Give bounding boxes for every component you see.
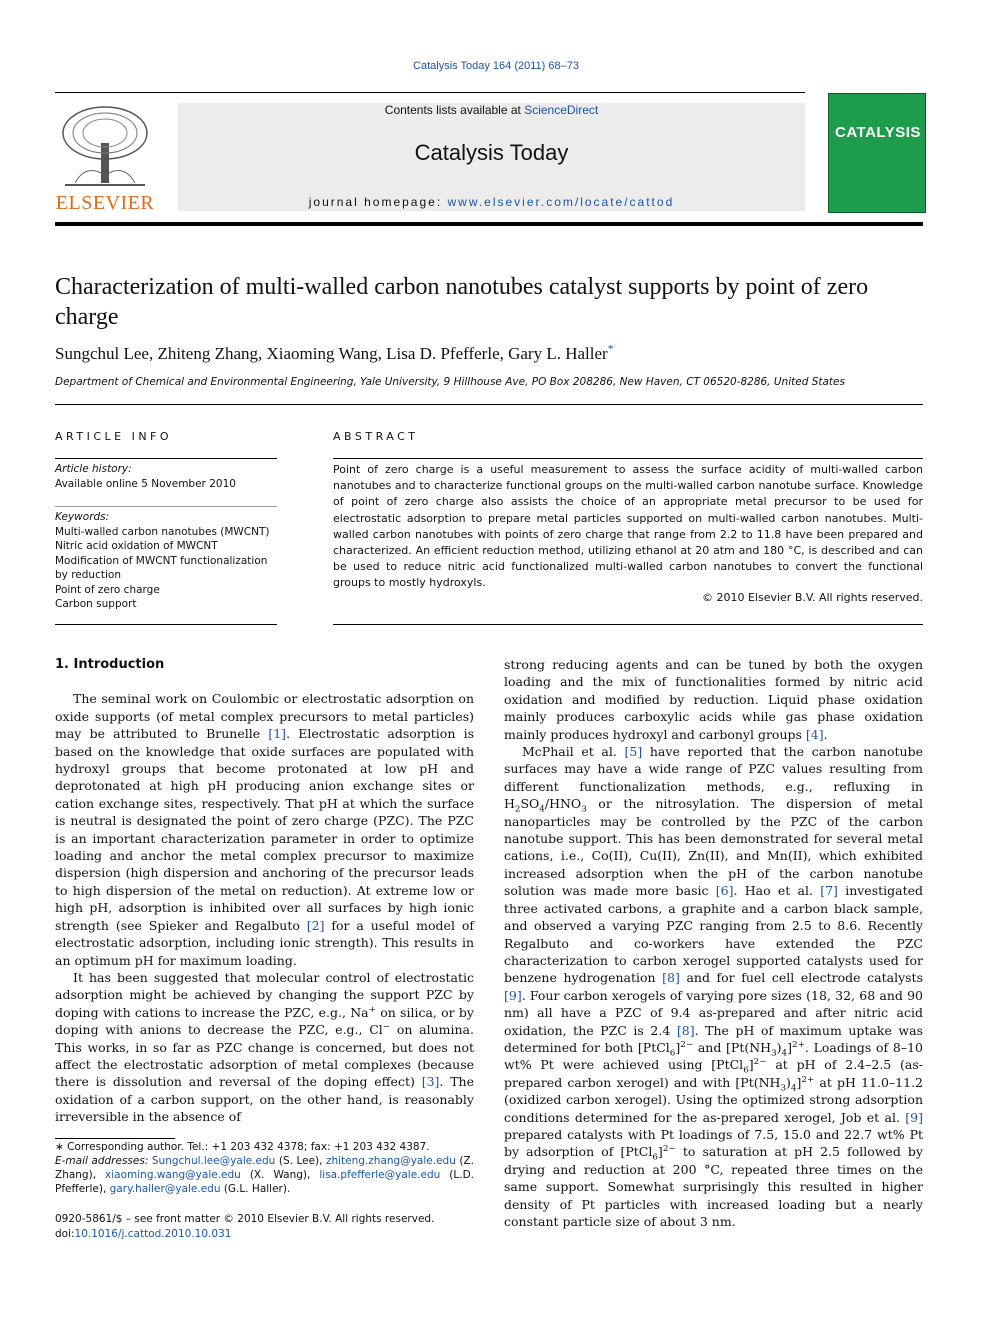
email-link[interactable]: zhiteng.zhang@yale.edu (325, 1155, 456, 1167)
article-info-heading: ARTICLE INFO (55, 430, 173, 443)
subscript: 2 (514, 804, 521, 815)
text: (Z. Zhang), (55, 1155, 474, 1181)
email-link[interactable]: xiaoming.wang@yale.edu (105, 1169, 241, 1181)
history-rule (55, 506, 277, 507)
email-link[interactable]: Sungchul.lee@yale.edu (151, 1155, 276, 1167)
subscript: 3 (581, 804, 587, 815)
text: McPhail et al. (522, 744, 625, 760)
article-history (55, 462, 277, 491)
corresponding-mark[interactable]: * (607, 341, 614, 356)
text: strong reducing agents and can be tuned by both the oxygen loading and the mix of functionalities formed by nitric acid oxidation and modified by reduction. Liquid phase oxidation mainly produces carboxylic acids while gas phase oxidation mainly produces hydroxyl and carbonyl groups (504, 657, 923, 742)
citation-link[interactable]: [9] (905, 1109, 923, 1125)
text: at pH of 2.4–2.5 (as-prepared carbon xerogel) and with [Pt(NH (504, 1057, 923, 1090)
citation-link[interactable]: [7] (820, 883, 838, 899)
homepage-line (178, 195, 805, 209)
superscript: 2− (662, 1144, 676, 1155)
abstract-bottom-rule (333, 624, 923, 625)
author-list (55, 341, 923, 364)
keyword-item: Multi-walled carbon nanotubes (MWCNT) (55, 525, 270, 538)
affiliation: Department of Chemical and Environmental Engineering, Yale University, 9 Hillhouse Ave, PO Box 208286, New Haven, CT 06520-8286, United States (55, 376, 845, 388)
text: on silica, or by doping with anions to decrease the PZC, e.g., Cl (55, 1004, 474, 1038)
article-title: Characterization of multi-walled carbon nanotubes catalyst supports by point of zero charge (55, 274, 869, 330)
text: . Loadings of 8–10 wt% Pt were achieved using [PtCl (504, 1039, 923, 1073)
text: . (823, 726, 828, 742)
text: and for fuel cell electrode catalysts (679, 970, 923, 986)
text: and [Pt(NH (693, 1039, 772, 1055)
body-column-left (55, 656, 474, 1126)
text: (G.L. Haller). (220, 1183, 291, 1195)
subscript: 3 (771, 1048, 777, 1059)
footnotes (55, 1140, 474, 1196)
elsevier-wordmark: ELSEVIER (55, 192, 155, 214)
text: . Four carbon xerogels of varying pore sizes (18, 32, 68 and 90 nm) all have a PZC of 9.4 as-prepared and after nitric acid oxidation, the PZC is 2.4 (504, 987, 923, 1038)
body-column-right (504, 656, 923, 1230)
keywords-block (55, 510, 277, 612)
citation-link[interactable]: [5] (624, 744, 643, 760)
citation-link[interactable]: [2] (306, 917, 325, 933)
doi-line (55, 1227, 474, 1242)
superscript: 2− (680, 1039, 694, 1050)
subscript: 4 (790, 1083, 797, 1094)
text: at pH 11.0–11.2 (oxidized carbon xerogel). Using the optimized strong adsorption conditions determined for the as-prepared xerogel, Job et al. (504, 1074, 923, 1125)
keyword-item: Carbon support (55, 598, 137, 610)
subscript: 4 (539, 804, 545, 815)
text: ] (675, 1039, 681, 1055)
email-label: E-mail addresses: (55, 1155, 152, 1167)
cover-title: CATALYSIS (835, 124, 921, 141)
text: . The pH of maximum uptake was determined for both [PtCl (504, 1022, 923, 1055)
journal-citation[interactable]: Catalysis Today 164 (2011) 68–73 (413, 60, 579, 72)
citation-link[interactable]: [9] (504, 987, 522, 1003)
history-value: Available online 5 November 2010 (55, 477, 236, 490)
keyword-item: Point of zero charge (55, 583, 160, 596)
masthead-box (178, 103, 805, 211)
text: The seminal work on Coulombic or electrostatic adsorption on oxide supports (of metal complex precursors to metal particles) may be attributed to Brunelle (55, 691, 474, 742)
text: It has been suggested that molecular control of electrostatic adsorption might be achieved by changing the support PZC by doping with cations to increase the PZC, e.g., Na (55, 969, 474, 1020)
text: investigated three activated carbons, a graphite and a carbon black sample, and observed a varying PZC ranging from 2.5 to 8.6. Recently Regalbuto and co-workers have extended the PZC characterization to carbon xerogel supported catalysts used for benzene hydrogenation (504, 883, 924, 986)
paragraph (504, 743, 923, 1230)
text: or the nitrosylation. The dispersion of metal nanoparticles may be controlled by the PZC of the carbon nanotube support. This has been demonstrated for several metal cations, i.e., Co(II), Cu(II), Zn(II), and Mn(II), which exhibited increased adsorption when the pH of the carbon nanotube solution was made more basic (504, 796, 923, 899)
doi-prefix: doi: (55, 1227, 75, 1240)
citation-link[interactable]: [3] (421, 1074, 440, 1090)
text: on alumina. This works, in so far as PZC change is concerned, but does not affect the electrostatic adsorption of metal complexes (because there is dissolution and reversal of the doping effect) (55, 1022, 474, 1090)
homepage-link[interactable]: www.elsevier.com/locate/cattod (447, 195, 675, 209)
superscript: 2− (753, 1057, 767, 1068)
text: ) (786, 1074, 791, 1090)
citation-link[interactable]: [6] (715, 883, 734, 899)
copyright-notice: © 2010 Elsevier B.V. All rights reserved. (701, 591, 923, 604)
paragraph (55, 969, 474, 1126)
keyword-item: Nitric acid oxidation of MWCNT (55, 540, 218, 552)
paragraph (55, 690, 474, 969)
keyword-item: Modification of MWCNT functionalization by reduction (55, 554, 268, 581)
masthead-rule (55, 92, 805, 93)
sciencedirect-link[interactable]: ScienceDirect (524, 103, 599, 117)
article-info-rule (55, 458, 277, 459)
text: prepared catalysts with Pt loadings of 7.5, 15.0 and 22.7 wt% Pt by adsorption of [PtCl (504, 1126, 923, 1160)
text: (L.D. Pfefferle), (55, 1169, 475, 1195)
text: ] (657, 1144, 663, 1160)
text: ] (748, 1057, 754, 1073)
homepage-prefix: journal homepage: (308, 195, 448, 209)
paragraph (504, 656, 923, 743)
text: . Hao et al. (733, 883, 821, 899)
abstract-text: Point of zero charge is a useful measurement to assess the surface acidity of multi-walled carbon nanotubes and to characterize functional groups on the multi-walled carbon nanotube surface. Knowledge of point of zero charge also assists the choice of an appropriate metal precursor to be used for electrostatic adsorption to prepare metal particles supported on multi-walled carbon nanotubes. Multi-walled carbon nanotubes with points of zero charge that range from 2.2 to 11.8 have been prepared and characterized. An efficient reduction method, utilizing ethanol at 20 atm and 180 °C, is described and can be used to reduce nitric acid functionalized multi-walled carbon nanotubes to convert the functional groups to mostly hydroxyls. (333, 463, 923, 590)
contents-line (178, 103, 805, 117)
keywords-label: Keywords: (55, 511, 110, 523)
text: to saturation at pH 2.5 followed by drying and reduction at 200 °C, repeated three times on the same support. Somewhat surprisingly this resulted in higher density of Pt particles with increased loading but a nearly constant particle size of about 3 nm. (504, 1144, 923, 1229)
email-link[interactable]: gary.haller@yale.edu (109, 1183, 221, 1195)
subscript: 6 (669, 1048, 676, 1059)
citation-link[interactable]: [1] (268, 726, 287, 742)
text: /HNO (544, 796, 582, 812)
superscript: − (382, 1021, 391, 1032)
history-label: Article history: (55, 463, 132, 475)
text: . Electrostatic adsorption is based on the knowledge that oxide surfaces are populated with hydroxyl groups that become protonated at low pH and deprotonated at high pH producing anion exchange sites or cation exchange sites, respectively. That pH at which the surface is neutral is designated the point of zero charge (PZC). The PZC is an important characterization parameter in order to optimize loading and anchor the metal complex precursor to maximize dispersion (high dispersion and anchoring of the precursor leads to high dispersion of the metal on reduction). At extreme low or high pH, adsorption is inhibited over all surfaces by high ionic strength (see Spieker and Regalbuto (55, 726, 474, 933)
citation-link[interactable]: [4] (805, 726, 824, 742)
journal-title: Catalysis Today (414, 140, 569, 165)
contents-prefix: Contents lists available at (384, 103, 525, 117)
email-footnote (55, 1154, 474, 1196)
text: . The oxidation of a carbon support, on the other hand, is reasonably irreversible in the absence of (55, 1074, 474, 1125)
email-link[interactable]: lisa.pfefferle@yale.edu (319, 1169, 441, 1181)
journal-cover (828, 93, 926, 213)
footnote-rule (55, 1138, 175, 1139)
affiliation-rule (55, 404, 923, 405)
section-heading: 1. Introduction (55, 657, 165, 672)
superscript: 2+ (792, 1039, 805, 1050)
issn-line: 0920-5861/$ – see front matter © 2010 Elsevier B.V. All rights reserved. (55, 1213, 435, 1225)
subscript: 4 (781, 1048, 788, 1059)
abstract-heading: ABSTRACT (333, 430, 419, 443)
text: SO (520, 796, 540, 812)
subscript: 6 (743, 1065, 749, 1076)
text: ] (787, 1039, 793, 1055)
text: ] (796, 1074, 802, 1090)
superscript: 2+ (801, 1074, 815, 1085)
elsevier-logo (55, 103, 155, 215)
abstract-rule (333, 458, 923, 459)
corresponding-footnote: ∗ Corresponding author. Tel.: +1 203 432 4378; fax: +1 203 432 4387. (55, 1141, 430, 1153)
text: for a useful model of electrostatic adsorption, including ionic strength). This results in an optimum pH for maximum loading. (55, 917, 474, 968)
elsevier-tree-icon (55, 103, 155, 191)
text: (X. Wang), (240, 1169, 320, 1181)
superscript: + (368, 1004, 376, 1015)
text: have reported that the carbon nanotube surfaces may have a wide range of PZC values resulting from different functionalization methods, e.g., refluxing in H (504, 744, 923, 812)
text: (S. Lee), (275, 1155, 326, 1167)
article-info-bottom-rule (55, 624, 277, 625)
citation-link[interactable]: [8] (676, 1022, 695, 1038)
authors-text: Sungchul Lee, Zhiteng Zhang, Xiaoming Wang, Lisa D. Pfefferle, Gary L. Haller (55, 344, 608, 363)
subscript: 6 (652, 1152, 658, 1163)
subscript: 3 (780, 1083, 787, 1094)
text: ) (776, 1039, 782, 1055)
header-rule (55, 222, 923, 226)
citation-link[interactable]: [8] (662, 970, 680, 986)
front-matter (55, 1212, 474, 1241)
doi-link[interactable]: 10.1016/j.cattod.2010.10.031 (74, 1227, 232, 1240)
